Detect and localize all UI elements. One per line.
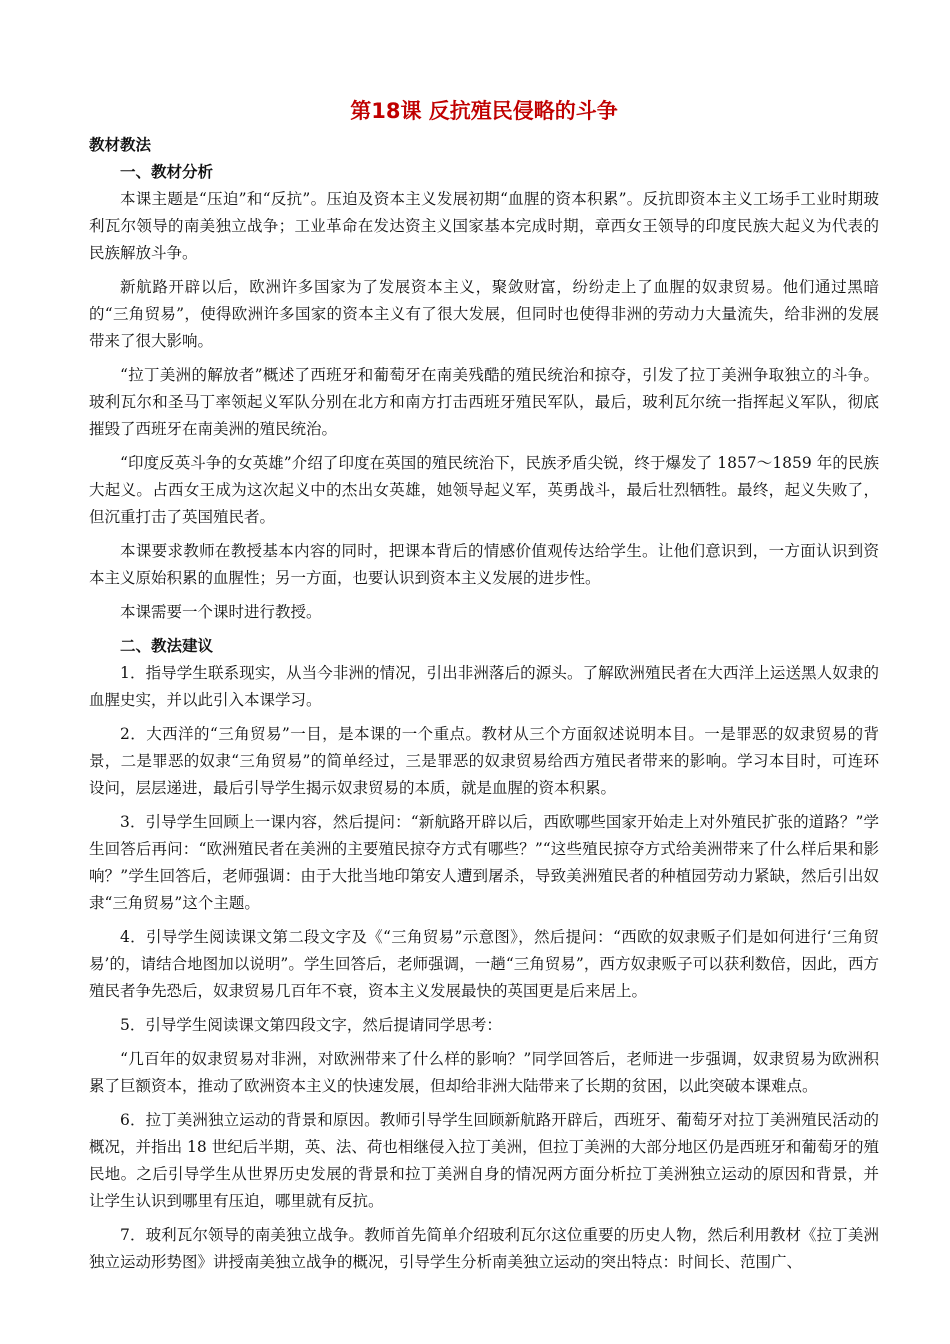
paragraph: 2．大西洋的“三角贸易”一目，是本课的一个重点。教材从三个方面叙述说明本目。一是罪恶的奴隶贸易的背景，二是罪恶的奴隶“三角贸易”的简单经过，三是罪恶的奴隶贸易给西方殖民者带来的影响。学习本目时，可连环设问，层层递进，最后引导学生揭示奴隶贸易的本质，就是血腥的资本积累。 — [89, 725, 879, 797]
section-heading-analysis: 一、教材分析 — [120, 163, 214, 181]
paragraph: 7．玻利瓦尔领导的南美独立战争。教师首先简单介绍玻利瓦尔这位重要的历史人物，然后利用教材《拉丁美洲独立运动形势图》讲授南美独立战争的概况，引导学生分析南美独立运动的突出特点：时间长、范围广、 — [89, 1226, 879, 1271]
paragraph: “拉丁美洲的解放者”概述了西班牙和葡萄牙在南美残酷的殖民统治和掠夺，引发了拉丁美洲争取独立的斗争。玻利瓦尔和圣马丁率领起义军队分别在北方和南方打击西班牙殖民军队，最后，玻利瓦尔统一指挥起义军队，彻底摧毁了西班牙在南美洲的殖民统治。 — [89, 366, 879, 438]
paragraph: 6．拉丁美洲独立运动的背景和原因。教师引导学生回顾新航路开辟后，西班牙、葡萄牙对拉丁美洲殖民活动的概况，并指出 18 世纪后半期，英、法、荷也相继侵入拉丁美洲，但拉丁美洲的大部分地区仍是西班牙和葡萄牙的殖民地。之后引导学生从世界历史发展的背景和拉丁美洲自身的情况两方面分析拉丁美洲独立运动的原因和背景，并让学生认识到哪里有压迫，哪里就有反抗。 — [89, 1111, 879, 1210]
paragraph: 3．引导学生回顾上一课内容，然后提问：“新航路开辟以后，西欧哪些国家开始走上对外殖民扩张的道路？”学生回答后再问：“欧洲殖民者在美洲的主要殖民掠夺方式有哪些？”“这些殖民掠夺方式给美洲带来了什么样后果和影响？”学生回答后，老师强调：由于大批当地印第安人遭到屠杀，导致美洲殖民者的种植园劳动力紧缺，然后引出奴隶“三角贸易”这个主题。 — [89, 813, 879, 912]
paragraph: 5．引导学生阅读课文第四段文字，然后提请同学思考： — [120, 1016, 502, 1034]
section-heading-suggestions: 二、教法建议 — [120, 637, 214, 655]
paragraph: 本课主题是“压迫”和“反抗”。压迫及资本主义发展初期“血腥的资本积累”。反抗即资本主义工场手工业时期玻利瓦尔领导的南美独立战争；工业革命在发达资主义国家基本完成时期，章西女王领导的印度民族大起义为代表的民族解放斗争。 — [89, 190, 879, 262]
document-page — [89, 96, 879, 1283]
paragraph: 4．引导学生阅读课文第二段文字及《“三角贸易”示意图》，然后提问：“西欧的奴隶贩子们是如何进行‘三角贸易’的，请结合地图加以说明”。学生回答后，老师强调，一趟“三角贸易”，西方奴隶贩子可以获利数倍，因此，西方殖民者争先恐后，奴隶贸易几百年不衰，资本主义发展最快的英国更是后来居上。 — [89, 928, 879, 1000]
paragraph: “印度反英斗争的女英雄”介绍了印度在英国的殖民统治下，民族矛盾尖锐，终于爆发了 1857～1859 年的民族大起义。占西女王成为这次起义中的杰出女英雄，她领导起义军，英勇战斗，最后壮烈牺牲。最终，起义失败了，但沉重打击了英国殖民者。 — [89, 454, 879, 526]
paragraph: 本课需要一个课时进行教授。 — [120, 603, 322, 621]
category-label: 教材教法 — [89, 136, 152, 154]
paragraph: 新航路开辟以后，欧洲许多国家为了发展资本主义，聚敛财富，纷纷走上了血腥的奴隶贸易。他们通过黑暗的“三角贸易”，使得欧洲许多国家的资本主义有了很大发展，但同时也使得非洲的劳动力大量流失，给非洲的发展带来了很大影响。 — [89, 278, 879, 350]
paragraph: “几百年的奴隶贸易对非洲，对欧洲带来了什么样的影响？”同学回答后，老师进一步强调，奴隶贸易为欧洲积累了巨额资本，推动了欧洲资本主义的快速发展，但却给非洲大陆带来了长期的贫困，以此突破本课难点。 — [89, 1050, 879, 1095]
paragraph: 1．指导学生联系现实，从当今非洲的情况，引出非洲落后的源头。了解欧洲殖民者在大西洋上运送黑人奴隶的血腥史实，并以此引入本课学习。 — [89, 664, 879, 709]
paragraph: 本课要求教师在教授基本内容的同时，把课本背后的情感价值观传达给学生。让他们意识到，一方面认识到资本主义原始积累的血腥性；另一方面，也要认识到资本主义发展的进步性。 — [89, 542, 879, 587]
page-title: 第18课 反抗殖民侵略的斗争 — [350, 99, 618, 123]
